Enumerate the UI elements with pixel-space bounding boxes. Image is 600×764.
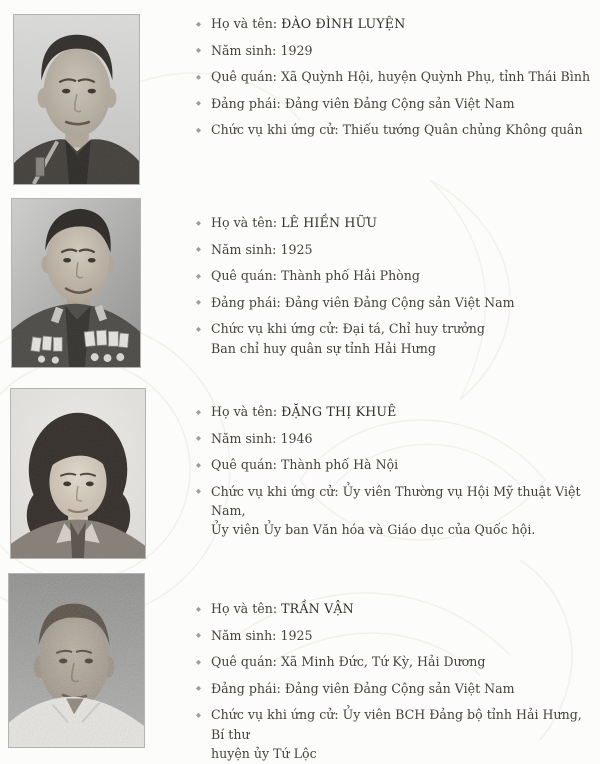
field-value: Ủy viên BCH Đảng bộ tỉnh Hải Hưng, Bí thư	[211, 707, 582, 742]
field-label: Năm sinh:	[211, 627, 277, 643]
field-row-birth-year	[196, 626, 598, 646]
field-value: 1925	[280, 241, 313, 257]
field-label: Chức vụ khi ứng cử:	[211, 122, 339, 137]
diamond-bullet-icon: ◆	[196, 324, 201, 333]
field-row-birth-year	[196, 41, 598, 61]
diamond-bullet-icon: ◆	[196, 460, 201, 469]
field-label: Năm sinh:	[211, 42, 277, 58]
field-row-name	[196, 402, 598, 422]
field-row-name	[196, 14, 598, 34]
field-label: Quê quán:	[211, 268, 277, 283]
field-label: Đảng phái:	[211, 680, 281, 696]
diamond-bullet-icon: ◆	[196, 72, 201, 81]
field-label: Họ và tên:	[211, 601, 278, 616]
entry-2	[196, 213, 598, 365]
portrait-photo-4	[8, 573, 145, 748]
diamond-bullet-icon: ◆	[196, 218, 201, 227]
field-value: Thiếu tướng Quân chủng Không quân	[342, 122, 583, 137]
field-value-continued: huyện ủy Tứ Lộc	[211, 745, 317, 761]
diamond-bullet-icon: ◆	[196, 271, 201, 280]
field-row-birth-year	[196, 240, 598, 260]
diamond-bullet-icon: ◆	[196, 434, 201, 442]
field-row-position	[196, 120, 598, 140]
field-value: Thành phố Hà Nội	[280, 457, 399, 472]
field-label: Họ và tên:	[211, 16, 278, 31]
candidate-name: TRẦN VẬN	[281, 601, 354, 616]
field-value-continued: Ban chỉ huy quân sự tỉnh Hải Hưng	[211, 340, 436, 356]
field-row-name	[196, 213, 598, 233]
portrait-photo-2	[11, 198, 141, 368]
field-row-party	[196, 94, 598, 114]
field-value: 1929	[280, 42, 313, 58]
portrait-photo-3	[10, 388, 146, 559]
field-value-continued: Ủy viên Ủy ban Văn hóa và Giáo dục của Quốc hội.	[211, 522, 536, 537]
candidate-name: ĐÀO ĐÌNH LUYỆN	[281, 16, 406, 31]
field-label: Năm sinh:	[211, 241, 277, 257]
field-label: Chức vụ khi ứng cử:	[211, 321, 339, 336]
field-row-party	[196, 293, 598, 313]
field-label: Đảng phái:	[211, 95, 281, 111]
field-label: Năm sinh:	[211, 430, 277, 446]
diamond-bullet-icon: ◆	[196, 604, 201, 613]
field-value: Xã Quỳnh Hội, huyện Quỳnh Phụ, tỉnh Thái Bình	[280, 69, 591, 84]
field-value: 1946	[280, 430, 313, 446]
diamond-bullet-icon: ◆	[196, 710, 201, 719]
field-value: Đảng viên Đảng Cộng sản Việt Nam	[284, 294, 515, 310]
field-row-hometown	[196, 266, 598, 286]
diamond-bullet-icon: ◆	[196, 407, 201, 416]
field-row-party	[196, 679, 598, 699]
field-label: Quê quán:	[211, 457, 277, 472]
field-row-position	[196, 705, 598, 763]
field-label: Họ và tên:	[211, 215, 278, 230]
diamond-bullet-icon: ◆	[196, 99, 201, 107]
diamond-bullet-icon: ◆	[196, 657, 201, 666]
field-label: Quê quán:	[211, 654, 277, 669]
field-value: Thành phố Hải Phòng	[280, 268, 420, 283]
field-label: Chức vụ khi ứng cử:	[211, 483, 339, 499]
diamond-bullet-icon: ◆	[196, 298, 201, 306]
entry-3	[196, 402, 598, 546]
candidate-name: ĐẶNG THỊ KHUÊ	[281, 404, 397, 419]
field-label: Đảng phái:	[211, 294, 281, 310]
diamond-bullet-icon: ◆	[196, 487, 201, 495]
field-label: Chức vụ khi ứng cử:	[211, 707, 339, 722]
field-value: Đảng viên Đảng Cộng sản Việt Nam	[284, 95, 515, 111]
field-label: Quê quán:	[211, 69, 277, 84]
diamond-bullet-icon: ◆	[196, 125, 201, 134]
field-value: 1925	[280, 627, 313, 643]
candidate-name: LÊ HIỀN HỮU	[281, 215, 378, 230]
field-label: Họ và tên:	[211, 404, 278, 419]
field-row-position	[196, 482, 598, 540]
diamond-bullet-icon: ◆	[196, 19, 201, 28]
field-row-hometown	[196, 67, 598, 87]
diamond-bullet-icon: ◆	[196, 684, 201, 692]
portrait-photo-1	[13, 14, 140, 185]
field-row-name	[196, 599, 598, 619]
field-value: Ủy viên Thường vụ Hội Mỹ thuật Việt Nam,	[211, 483, 581, 518]
field-value: Đảng viên Đảng Cộng sản Việt Nam	[284, 680, 515, 696]
entry-1	[196, 14, 598, 147]
diamond-bullet-icon: ◆	[196, 631, 201, 639]
entry-4	[196, 599, 598, 764]
field-value: Đại tá, Chỉ huy trưởng	[342, 321, 485, 336]
field-row-position	[196, 319, 598, 358]
field-value: Xã Minh Đức, Tứ Kỳ, Hải Dương	[280, 654, 486, 669]
diamond-bullet-icon: ◆	[196, 46, 201, 54]
field-row-hometown	[196, 455, 598, 475]
field-row-birth-year	[196, 429, 598, 449]
field-row-hometown	[196, 652, 598, 672]
diamond-bullet-icon: ◆	[196, 245, 201, 253]
